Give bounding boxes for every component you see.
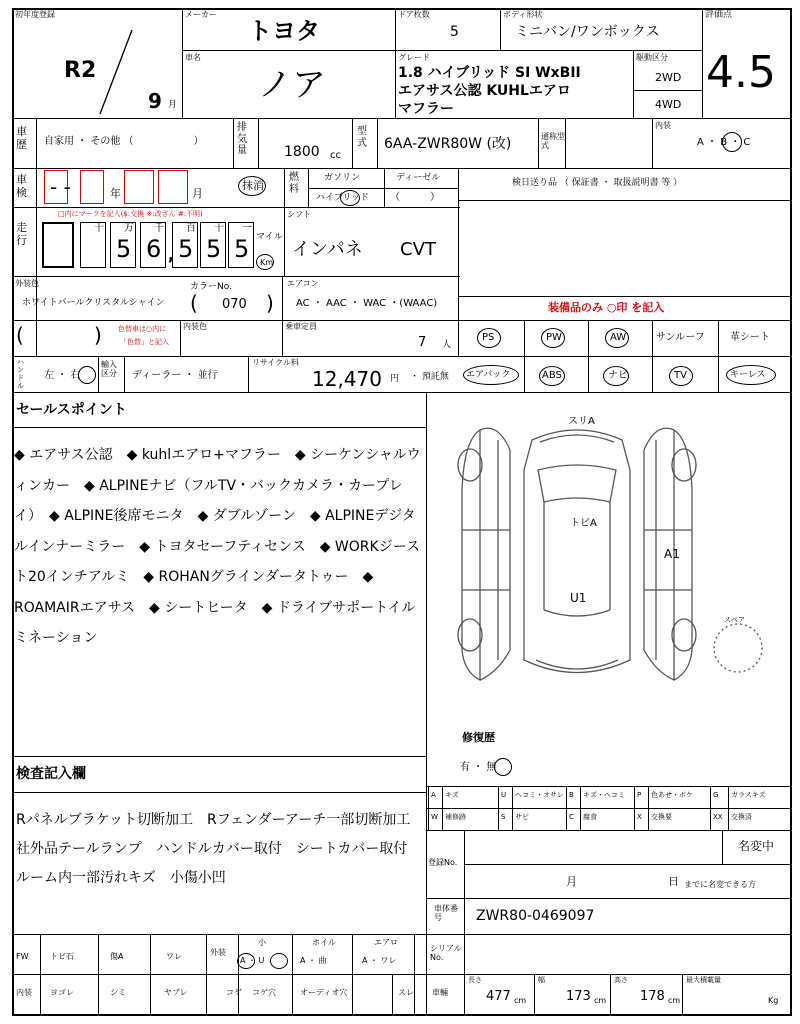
- height-value: 178: [640, 989, 665, 1004]
- body-label: ボディ形状: [503, 10, 543, 19]
- cell-divider: [534, 974, 535, 1016]
- color-no-label: カラーNo.: [190, 282, 232, 292]
- legend-cell: ガラスキズ: [731, 791, 766, 799]
- handle-value: 左 ・ 右: [44, 370, 81, 381]
- legend-cell: 交換要: [651, 813, 672, 821]
- name-value: ノア: [258, 65, 326, 105]
- inspection-title: 検査記入欄: [16, 766, 86, 782]
- color-change-note1: 色替車は○内に: [118, 325, 167, 333]
- interior-opts: A ・ B ・ C: [697, 137, 751, 148]
- insp-none-circle: [238, 176, 266, 196]
- repair-label: 修復歴: [462, 731, 495, 744]
- color-no-paren-l: (: [190, 291, 198, 315]
- cell-divider: [352, 974, 353, 1016]
- grade-line2: エアサス公認 KUHLエアロ: [398, 83, 571, 99]
- disp-value: 1800: [284, 144, 320, 160]
- load-unit: Kg: [768, 996, 779, 1005]
- mile-label: マイル: [256, 232, 283, 242]
- import-label: 輸入区分: [101, 360, 117, 379]
- score-value: 4.5: [706, 47, 776, 98]
- vin-value: ZWR80-0469097: [476, 908, 595, 924]
- equip-aw-circle: [605, 328, 629, 348]
- odometer-digit: 5: [206, 235, 222, 263]
- width-value: 173: [566, 989, 591, 1004]
- sales-title: セールスポイント: [16, 402, 127, 418]
- disp-unit: cc: [330, 150, 341, 161]
- interior-item: ヤブレ: [164, 988, 188, 997]
- name-label: 車名: [185, 53, 201, 62]
- insp-year: 年: [110, 187, 121, 200]
- common-label: 通称型式: [541, 132, 565, 151]
- cell-divider: [414, 934, 415, 1016]
- color-change-paren-l: (: [16, 323, 24, 347]
- legend-cell: 交換済: [731, 813, 752, 821]
- odometer-digit: 5: [178, 235, 194, 263]
- exterior-field: FW: [16, 952, 29, 961]
- maker-value: トヨタ: [248, 17, 320, 45]
- spare-label: スペア: [724, 616, 745, 624]
- odometer-unit: 千: [154, 223, 164, 234]
- fuel-paren: （ ）: [390, 192, 440, 203]
- cell-divider: [150, 974, 151, 1016]
- size-label: 車輛: [432, 988, 448, 997]
- car-diagram: [440, 410, 785, 710]
- first-reg-month: 9: [148, 89, 162, 113]
- odometer-unit: 十: [214, 223, 224, 234]
- score-label: 評価点: [705, 10, 733, 20]
- insp-dashes: - -: [50, 175, 71, 199]
- grade-line1: 1.8 ハイブリッド SI WxBII: [398, 65, 581, 81]
- height-unit: cm: [668, 996, 681, 1005]
- equip-tv: TV: [674, 370, 687, 381]
- disp-label: 排気量: [237, 122, 247, 156]
- mark-hood: トビA: [570, 518, 597, 529]
- insp-none: 抹消: [242, 179, 264, 192]
- color-change-note2: 「色替」と記入: [120, 338, 169, 346]
- exterior-field: 小: [258, 938, 266, 947]
- exterior-field: 外装: [210, 948, 226, 957]
- interior-item: オーディオ穴: [300, 988, 348, 997]
- reg-name-change: 名変中: [738, 839, 775, 853]
- trans-value: CVT: [400, 239, 436, 260]
- recycle-value: 12,470: [312, 367, 382, 391]
- fuel-diesel: ディーゼル: [396, 173, 441, 183]
- interior-item: コゲ: [226, 988, 242, 997]
- color-no-paren-r: ): [266, 291, 274, 315]
- inspection-text: Rパネルブラケット切断加工 Rフェンダーアーチ一部切断加工 社外品テールランプ ハンドルカバー取付 シートカバー取付 ルーム内一部汚れキズ 小傷小凹: [16, 812, 425, 886]
- first-reg-era: R2: [64, 58, 97, 83]
- recycle-unit: 円: [390, 374, 400, 384]
- first-reg-slash: [96, 28, 136, 118]
- inspection-label: 車検: [16, 173, 27, 199]
- legend-cell: XX: [713, 813, 723, 821]
- odometer-unit: 万: [124, 223, 134, 234]
- legend-divider: [648, 786, 649, 830]
- cell-divider: [426, 934, 427, 1016]
- color-value: ホワイトパールクリスタルシャイン: [22, 298, 165, 308]
- small-a-circle: [237, 953, 255, 969]
- vin-label: 車体番号: [434, 904, 458, 923]
- insp-box-2: [80, 170, 104, 204]
- exterior-field: シリアルNo.: [430, 944, 462, 963]
- legend-cell: サビ: [515, 813, 529, 821]
- exterior-field: 傷A: [110, 952, 124, 961]
- legend-divider: [710, 786, 711, 830]
- equip-leather: 革シート: [730, 332, 770, 343]
- doors-value: 5: [450, 24, 459, 40]
- legend-cell: 補修跡: [445, 813, 466, 821]
- interior-label: 内装: [16, 988, 32, 997]
- legend-divider: [566, 786, 567, 830]
- cell-divider: [40, 974, 41, 1016]
- legend-cell: A: [431, 791, 436, 799]
- odometer-unit: 一: [242, 223, 252, 234]
- length-label: 長さ: [468, 976, 482, 984]
- legend-cell: U: [501, 791, 507, 799]
- legend-divider: [442, 786, 443, 830]
- km-label: Km: [260, 258, 274, 267]
- capacity-value: 7: [418, 335, 427, 350]
- equip-navi-circle: [603, 366, 629, 386]
- equip-abs-circle: [539, 366, 565, 386]
- color-change-paren-r: ): [94, 323, 102, 347]
- handle-right-circle: [78, 366, 96, 384]
- odometer-unit: 百: [186, 223, 196, 234]
- legend-cell: G: [713, 791, 719, 799]
- legend-cell: B: [569, 791, 574, 799]
- int-color-label: 内装色: [183, 322, 207, 331]
- docs-label: 検日送り品 （ 保証書 ・ 取扱説明書 等 ）: [512, 178, 683, 188]
- cell-divider: [292, 974, 293, 1016]
- sales-text: ◆ エアサス公認 ◆ kuhlエアロ+マフラー ◆ シーケンシャルウィンカー ◆ ALPINEナビ（フルTV・バックカメラ・カープレイ） ◆ ALPINE後席モニタ ◆ ダブルゾーン ◆ ALPINEデジタルインナーミラー ◆ トヨタセーフティセンス ◆ WORKジースト20インチアルミ ◆ ROHANグラインダータトゥー ◆ ROAMAIRエアサス ◆ シートヒータ ◆ ドライブサポートイルミネーション: [14, 447, 421, 646]
- small-u-circle: [270, 953, 288, 969]
- odometer-digit: 5: [116, 235, 132, 263]
- recycle-label: リサイクル料: [252, 358, 299, 367]
- length-value: 477: [486, 989, 511, 1004]
- exterior-field: ホイル: [312, 938, 336, 947]
- exterior-field: A ・ ワレ: [362, 956, 397, 965]
- reg-label: 登録No.: [428, 858, 458, 867]
- equip-ps: PS: [482, 332, 495, 343]
- legend-cell: W: [431, 813, 438, 821]
- grade-label: グレード: [398, 53, 430, 62]
- height-label: 高さ: [614, 976, 628, 984]
- load-label: 最大積載量: [686, 976, 721, 984]
- legend-cell: C: [569, 813, 574, 821]
- legend-cell: 色あせ・ボケ: [651, 791, 693, 799]
- mark-right: A1: [664, 547, 680, 561]
- interior-b-circle: [722, 132, 742, 152]
- exterior-field: エアロ: [374, 938, 398, 947]
- equip-sunroof: サンルーフ: [656, 332, 705, 343]
- equip-keyless: キーレス: [730, 370, 766, 380]
- legend-cell: S: [501, 813, 506, 821]
- legend-divider: [580, 786, 581, 830]
- legend-cell: X: [637, 813, 642, 821]
- month-unit: 月: [168, 100, 178, 110]
- equip-tv-circle: [669, 366, 693, 386]
- equip-title: 装備品のみ ○印 を記入: [548, 301, 665, 314]
- repair-none-circle: [494, 758, 512, 776]
- equip-aw: AW: [610, 332, 627, 343]
- exterior-field: トビ石: [50, 952, 74, 961]
- interior-label: 内装: [655, 121, 671, 130]
- fuel-hybrid: ハイブリッド: [316, 193, 370, 203]
- legend-divider: [498, 786, 499, 830]
- km-circle: [256, 254, 274, 270]
- interior-item: コゲ穴: [252, 988, 276, 997]
- doors-label: ドア枚数: [398, 10, 430, 19]
- legend-divider: [728, 786, 729, 830]
- reg-day: 日: [668, 875, 679, 888]
- fuel-gas: ガソリン: [324, 173, 361, 183]
- capacity-label: 乗車定員: [285, 322, 317, 331]
- history-label: 車歴: [16, 125, 27, 151]
- model-label: 型式: [357, 126, 367, 149]
- interior-item: スレ: [398, 988, 414, 997]
- mileage-mark-box: [42, 222, 74, 268]
- legend-divider: [428, 786, 429, 830]
- legend-divider: [634, 786, 635, 830]
- equip-airbag: エアバック: [466, 370, 511, 380]
- width-unit: cm: [594, 996, 607, 1005]
- drive-label: 駆動区分: [636, 53, 668, 62]
- fuel-hybrid-circle: [340, 190, 360, 206]
- mark-roof: U1: [570, 591, 587, 605]
- ac-label: エアコン: [287, 279, 319, 288]
- equip-navi: ナビ: [608, 370, 628, 381]
- equip-pw: PW: [546, 332, 562, 343]
- insp-box-3: [124, 170, 154, 204]
- equip-pw-circle: [541, 328, 565, 348]
- exterior-field: A ・ U: [240, 956, 265, 965]
- interior-item: ヨゴレ: [50, 988, 74, 997]
- reg-by: までに名変できる方: [684, 880, 756, 889]
- equip-airbag-circle: [463, 365, 519, 385]
- equip-keyless-circle: [726, 365, 776, 385]
- repair-value: 有 ・ 無: [460, 762, 497, 773]
- mileage-label: 走行: [16, 221, 27, 247]
- body-value: ミニバン/ワンボックス: [515, 24, 660, 40]
- maker-label: メーカー: [185, 10, 217, 19]
- drive-2wd: 2WD: [655, 71, 682, 84]
- interior-item: シミ: [110, 988, 126, 997]
- mark-top: スリA: [568, 416, 595, 427]
- history-value: 自家用 ・ その他 （ ）: [44, 136, 204, 147]
- width-label: 幅: [538, 976, 545, 984]
- cell-divider: [464, 974, 465, 1016]
- legend-cell: P: [637, 791, 642, 799]
- color-no-value: 070: [222, 297, 247, 312]
- legend-cell: キズ: [445, 791, 459, 799]
- shift-label: シフト: [287, 210, 311, 219]
- cell-divider: [206, 974, 207, 1016]
- odometer-comma: ,: [168, 245, 175, 264]
- capacity-unit: 人: [442, 340, 452, 350]
- fuel-label: 燃料: [289, 172, 299, 195]
- cell-divider: [682, 974, 683, 1016]
- color-label: 外装色: [15, 279, 39, 288]
- grade-line3: マフラー: [398, 101, 454, 117]
- equip-ps-circle: [477, 328, 501, 348]
- mileage-note: □内にマークを記入($:交換 ※:改ざん #:不明): [58, 210, 203, 218]
- first-reg-label: 初年度登録: [15, 10, 55, 19]
- legend-cell: ヘコミ・オサレ: [515, 791, 564, 799]
- cell-divider: [98, 974, 99, 1016]
- ac-value: AC ・ AAC ・ WAC ・(WAAC): [296, 298, 438, 309]
- odometer-unit: 十: [94, 223, 104, 234]
- exterior-field: ワレ: [166, 952, 182, 961]
- odometer-digit: 6: [146, 235, 162, 263]
- import-value: ディーラー ・ 並行: [132, 370, 218, 381]
- odometer-digit: 5: [234, 235, 250, 263]
- insp-box-4: [158, 170, 188, 204]
- shift-value: インパネ: [292, 239, 363, 260]
- exterior-field: A ・ 曲: [300, 956, 327, 965]
- reg-month: 月: [566, 875, 577, 888]
- cell-divider: [392, 974, 393, 1016]
- equip-abs: ABS: [542, 370, 562, 381]
- legend-cell: 腐食: [583, 813, 597, 821]
- insp-month: 月: [192, 187, 203, 200]
- legend-divider: [512, 786, 513, 830]
- length-unit: cm: [514, 996, 527, 1005]
- legend-cell: キズ・ヘコミ: [583, 791, 625, 799]
- drive-4wd: 4WD: [655, 98, 682, 111]
- cell-divider: [610, 974, 611, 1016]
- model-value: 6AA-ZWR80W (改): [384, 136, 512, 152]
- recycle-deposit: ・ 預託無: [410, 372, 449, 382]
- handle-label: ハンドル: [17, 358, 24, 390]
